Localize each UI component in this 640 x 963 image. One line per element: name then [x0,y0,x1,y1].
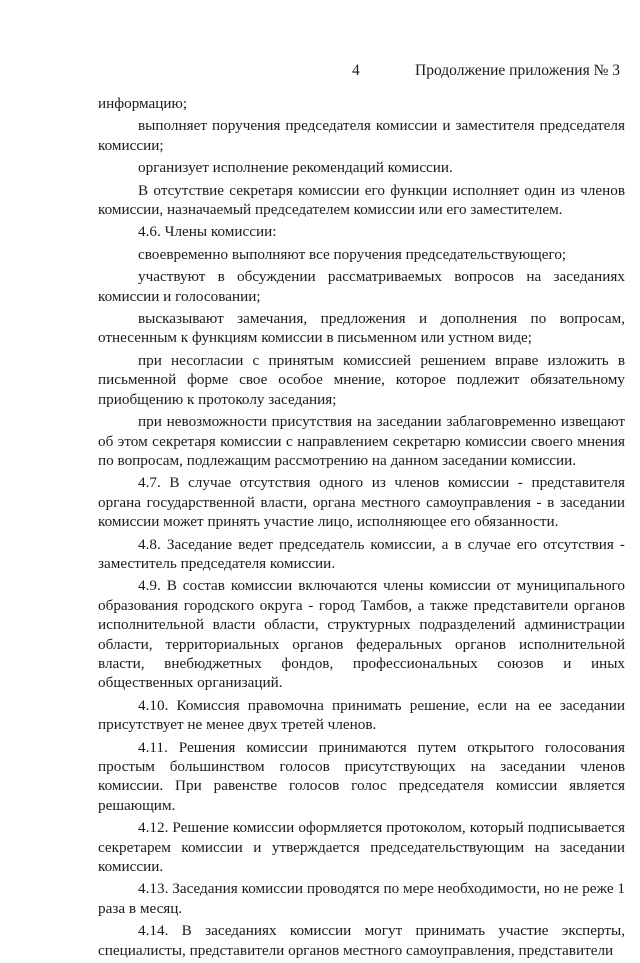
paragraph: организует исполнение рекомендаций комиссии. [138,159,453,177]
paragraph: 4.8. Заседание ведет председатель комиссии, а в случае его отсутствия - заместитель председателя комиссии. [98,535,625,572]
paragraph: высказывают замечания, предложения и дополнения по вопросам, отнесенным к функциям комиссии в письменном или устном виде; [98,310,625,347]
paragraph: 4.7. В случае отсутствия одного из членов комиссии - представителя органа государственной власти, органа местного самоуправления - в заседании комиссии может принять участие лицо, исполняющее его обязанности. [98,474,625,531]
paragraph: при невозможности присутствия на заседании заблаговременно извещают об этом секретаря комиссии с направлением секретарю комиссии своего мнения по вопросам, подлежащим рассмотрению на данном заседании комиссии. [98,413,625,469]
page-header [0,62,640,84]
paragraph: 4.9. В состав комиссии включаются члены комиссии от муниципального образования городского округа - город Тамбов, а также представители органов исполнительной власти области, структурных подразделений администрации области, территориальных органов федеральных органов исполнительной власти, внебюджетных фондов, профессиональных союзов и иных общественных организаций. [98,577,625,692]
page-number: 4 [352,62,360,79]
paragraph: выполняет поручения председателя комиссии и заместителя председателя комиссии; [98,117,625,154]
paragraph: 4.12. Решение комиссии оформляется протоколом, который подписывается секретарем комиссии и утверждается председательствующим на заседании комиссии. [98,819,625,876]
annex-label: Продолжение приложения № 3 [415,62,620,79]
paragraph: участвуют в обсуждении рассматриваемых вопросов на заседаниях комиссии и голосовании; [98,268,625,305]
paragraph: своевременно выполняют все поручения председательствующего; [138,245,567,263]
paragraph: 4.13. Заседания комиссии проводятся по мере необходимости, но не реже 1 раза в месяц. [98,880,625,917]
paragraph: 4.14. В заседаниях комиссии могут принимать участие эксперты, специалисты, представители органов местного самоуправления, представители [98,922,625,959]
paragraph: 4.11. Решения комиссии принимаются путем открытого голосования простым большинством голосов присутствующих на заседании членов комиссии. При равенстве голосов голос председателя комиссии является решающим. [98,738,625,814]
paragraph: при несогласии с принятым комиссией решением вправе изложить в письменной форме свое особое мнение, которое подлежит обязательному приобщению к протоколу заседания; [98,351,625,408]
paragraph: 4.10. Комиссия правомочна принимать решение, если на ее заседании присутствует не менее двух третей членов. [98,696,625,734]
paragraph: 4.6. Члены комиссии: [138,223,277,241]
paragraph: информацию; [98,95,188,112]
document-body [98,94,625,963]
paragraph: В отсутствие секретаря комиссии его функции исполняет один из членов комиссии, назначаемый председателем комиссии или его заместителем. [98,181,625,219]
